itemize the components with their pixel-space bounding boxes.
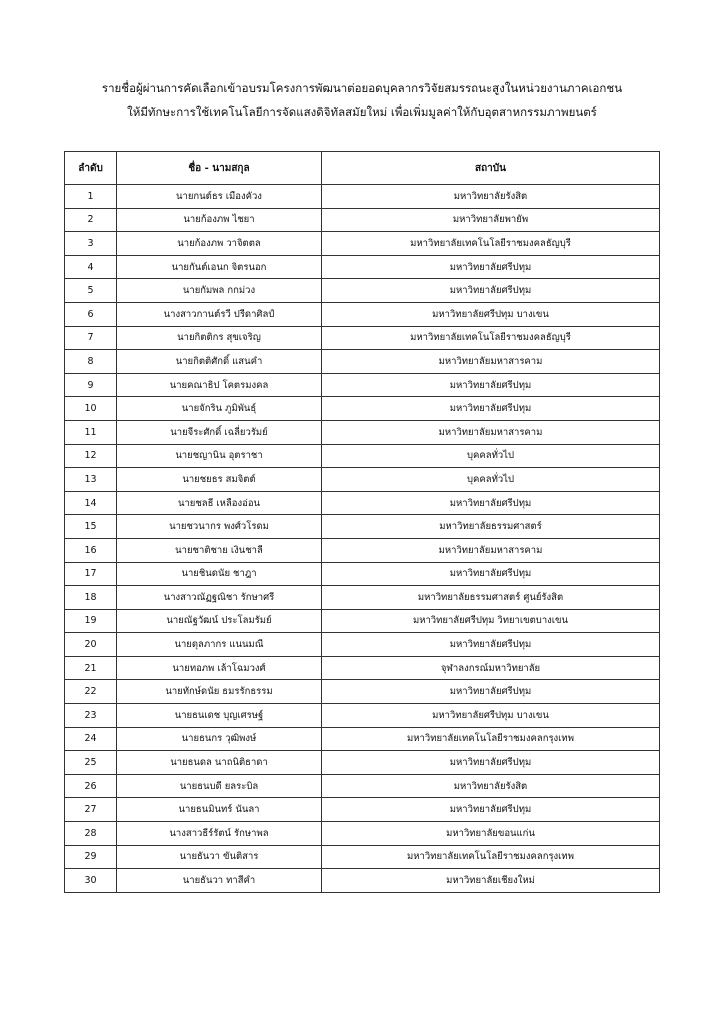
cell-institution: มหาวิทยาลัยเทคโนโลยีราชมงคลธัญบุรี — [322, 232, 660, 256]
table-row — [65, 704, 660, 728]
cell-institution: บุคคลทั่วไป — [322, 444, 660, 468]
cell-institution: มหาวิทยาลัยเทคโนโลยีราชมงคลกรุงเทพ — [322, 845, 660, 869]
table-row — [65, 302, 660, 326]
cell-name: นายกันต์เอนก จิตรนอก — [117, 255, 322, 279]
cell-no: 16 — [65, 538, 117, 562]
cell-institution: มหาวิทยาลัยเทคโนโลยีราชมงคลกรุงเทพ — [322, 727, 660, 751]
cell-institution: มหาวิทยาลัยศรีปทุม — [322, 279, 660, 303]
cell-institution: มหาวิทยาลัยศรีปทุม — [322, 373, 660, 397]
cell-no: 15 — [65, 515, 117, 539]
table-row — [65, 538, 660, 562]
cell-institution: มหาวิทยาลัยศรีปทุม — [322, 491, 660, 515]
cell-name: นางสาวกานต์รวี ปรีดาศิลป์ — [117, 302, 322, 326]
cell-name: นายชาติชาย เงินชาลี — [117, 538, 322, 562]
cell-name: นายธนดล นาถนิติธาดา — [117, 751, 322, 775]
header-no: ลำดับ — [65, 152, 117, 185]
cell-no: 27 — [65, 798, 117, 822]
cell-no: 2 — [65, 208, 117, 232]
table-row — [65, 468, 660, 492]
cell-no: 29 — [65, 845, 117, 869]
cell-institution: มหาวิทยาลัยศรีปทุม วิทยาเขตบางเขน — [322, 609, 660, 633]
cell-no: 13 — [65, 468, 117, 492]
cell-no: 20 — [65, 633, 117, 657]
cell-institution: มหาวิทยาลัยมหาสารคาม — [322, 538, 660, 562]
cell-name: นายชยธร สมจิตต์ — [117, 468, 322, 492]
table-row — [65, 397, 660, 421]
cell-no: 5 — [65, 279, 117, 303]
cell-no: 12 — [65, 444, 117, 468]
table-row — [65, 373, 660, 397]
cell-no: 8 — [65, 350, 117, 374]
table-body — [65, 185, 660, 893]
cell-name: นายชญานิน อุตราชา — [117, 444, 322, 468]
cell-institution: มหาวิทยาลัยมหาสารคาม — [322, 420, 660, 444]
cell-name: นายคณาธิป โคตรมงคล — [117, 373, 322, 397]
table-row — [65, 444, 660, 468]
table-row — [65, 656, 660, 680]
table-row — [65, 586, 660, 610]
title-line-2: ให้มีทักษะการใช้เทคโนโลยีการจัดแสงดิจิทัลสมัยใหม่ เพื่อเพิ่มมูลค่าให้กับอุตสาหกรรมภาพยนตร์ — [127, 105, 597, 119]
cell-no: 17 — [65, 562, 117, 586]
cell-institution: มหาวิทยาลัยศรีปทุม บางเขน — [322, 302, 660, 326]
table-row — [65, 633, 660, 657]
table-row — [65, 279, 660, 303]
title-line-1: รายชื่อผู้ผ่านการคัดเลือกเข้าอบรมโครงการพัฒนาต่อยอดบุคลากรวิจัยสมรรถนะสูงในหน่วยงานภาคเอกชน — [101, 81, 623, 95]
participant-table — [64, 151, 660, 893]
cell-institution: มหาวิทยาลัยศรีปทุม — [322, 397, 660, 421]
cell-institution: มหาวิทยาลัยมหาสารคาม — [322, 350, 660, 374]
table-row — [65, 869, 660, 893]
cell-name: นายธนกร วุฒิพงษ์ — [117, 727, 322, 751]
cell-no: 4 — [65, 255, 117, 279]
cell-no: 21 — [65, 656, 117, 680]
cell-no: 6 — [65, 302, 117, 326]
cell-name: นายกิตติกร สุขเจริญ — [117, 326, 322, 350]
cell-name: นายธนมินทร์ นันลา — [117, 798, 322, 822]
cell-no: 1 — [65, 185, 117, 209]
table-row — [65, 326, 660, 350]
cell-name: นายกัมพล กกม่วง — [117, 279, 322, 303]
table-row — [65, 562, 660, 586]
cell-no: 30 — [65, 869, 117, 893]
cell-no: 9 — [65, 373, 117, 397]
cell-name: นายกนต์ธร เมืองคัวง — [117, 185, 322, 209]
cell-institution: บุคคลทั่วไป — [322, 468, 660, 492]
cell-institution: มหาวิทยาลัยศรีปทุม — [322, 255, 660, 279]
cell-institution: มหาวิทยาลัยธรรมศาสตร์ ศูนย์รังสิต — [322, 586, 660, 610]
cell-no: 19 — [65, 609, 117, 633]
table-row — [65, 822, 660, 846]
cell-name: นายธันวา ขันติสาร — [117, 845, 322, 869]
table-header-row — [65, 152, 660, 185]
cell-institution: มหาวิทยาลัยเชียงใหม่ — [322, 869, 660, 893]
cell-name: นายชวนากร พงศ์วโรดม — [117, 515, 322, 539]
cell-name: นายณัฐวัฒน์ ประโลมรัมย์ — [117, 609, 322, 633]
cell-no: 14 — [65, 491, 117, 515]
cell-institution: มหาวิทยาลัยศรีปทุม — [322, 751, 660, 775]
cell-institution: มหาวิทยาลัยรังสิต — [322, 774, 660, 798]
cell-institution: จุฬาลงกรณ์มหาวิทยาลัย — [322, 656, 660, 680]
cell-name: นายกิตติศักดิ์ แสนคำ — [117, 350, 322, 374]
cell-no: 25 — [65, 751, 117, 775]
table-row — [65, 350, 660, 374]
cell-no: 11 — [65, 420, 117, 444]
cell-name: นายทอภพ เล้าโฉมวงศ์ — [117, 656, 322, 680]
cell-no: 24 — [65, 727, 117, 751]
cell-name: นายก้องภพ ไชยา — [117, 208, 322, 232]
table-row — [65, 774, 660, 798]
table-row — [65, 208, 660, 232]
cell-institution: มหาวิทยาลัยศรีปทุม — [322, 680, 660, 704]
document-title — [40, 76, 684, 124]
table-row — [65, 232, 660, 256]
cell-name: นายชินดนัย ชาฎา — [117, 562, 322, 586]
cell-name: นายดุลภากร แนนมณี — [117, 633, 322, 657]
header-institution: สถาบัน — [322, 152, 660, 185]
table-row — [65, 420, 660, 444]
cell-no: 3 — [65, 232, 117, 256]
table-row — [65, 751, 660, 775]
cell-no: 22 — [65, 680, 117, 704]
cell-institution: มหาวิทยาลัยพายัพ — [322, 208, 660, 232]
table-row — [65, 185, 660, 209]
cell-no: 23 — [65, 704, 117, 728]
cell-institution: มหาวิทยาลัยธรรมศาสตร์ — [322, 515, 660, 539]
cell-name: นายทักษ์ดนัย ธมรรักธรรม — [117, 680, 322, 704]
cell-no: 28 — [65, 822, 117, 846]
table-row — [65, 680, 660, 704]
cell-institution: มหาวิทยาลัยศรีปทุม บางเขน — [322, 704, 660, 728]
table-row — [65, 609, 660, 633]
table-row — [65, 491, 660, 515]
cell-institution: มหาวิทยาลัยศรีปทุม — [322, 798, 660, 822]
cell-name: นายธนบดี ยลระบิล — [117, 774, 322, 798]
cell-institution: มหาวิทยาลัยรังสิต — [322, 185, 660, 209]
cell-name: นายก้องภพ วาจิตตล — [117, 232, 322, 256]
cell-no: 26 — [65, 774, 117, 798]
table-row — [65, 255, 660, 279]
cell-name: นายธนเดช บุญเศรษฐ์ — [117, 704, 322, 728]
cell-no: 7 — [65, 326, 117, 350]
cell-name: นายจีระศักดิ์ เฉลี่ยวรัมย์ — [117, 420, 322, 444]
cell-no: 18 — [65, 586, 117, 610]
cell-institution: มหาวิทยาลัยขอนแก่น — [322, 822, 660, 846]
cell-name: นายธันวา ทาสีคำ — [117, 869, 322, 893]
cell-institution: มหาวิทยาลัยศรีปทุม — [322, 633, 660, 657]
cell-name: นายชลธี เหลืองอ่อน — [117, 491, 322, 515]
cell-no: 10 — [65, 397, 117, 421]
header-name: ชื่อ - นามสกุล — [117, 152, 322, 185]
cell-name: นายจักริน ภูมิพันธุ์ — [117, 397, 322, 421]
table-row — [65, 845, 660, 869]
cell-name: นางสาวธีร์รัตน์ รักษาพล — [117, 822, 322, 846]
cell-institution: มหาวิทยาลัยศรีปทุม — [322, 562, 660, 586]
table-row — [65, 515, 660, 539]
cell-institution: มหาวิทยาลัยเทคโนโลยีราชมงคลธัญบุรี — [322, 326, 660, 350]
table-row — [65, 798, 660, 822]
cell-name: นางสาวณัฏฐณิชา รักษาศรี — [117, 586, 322, 610]
table-row — [65, 727, 660, 751]
